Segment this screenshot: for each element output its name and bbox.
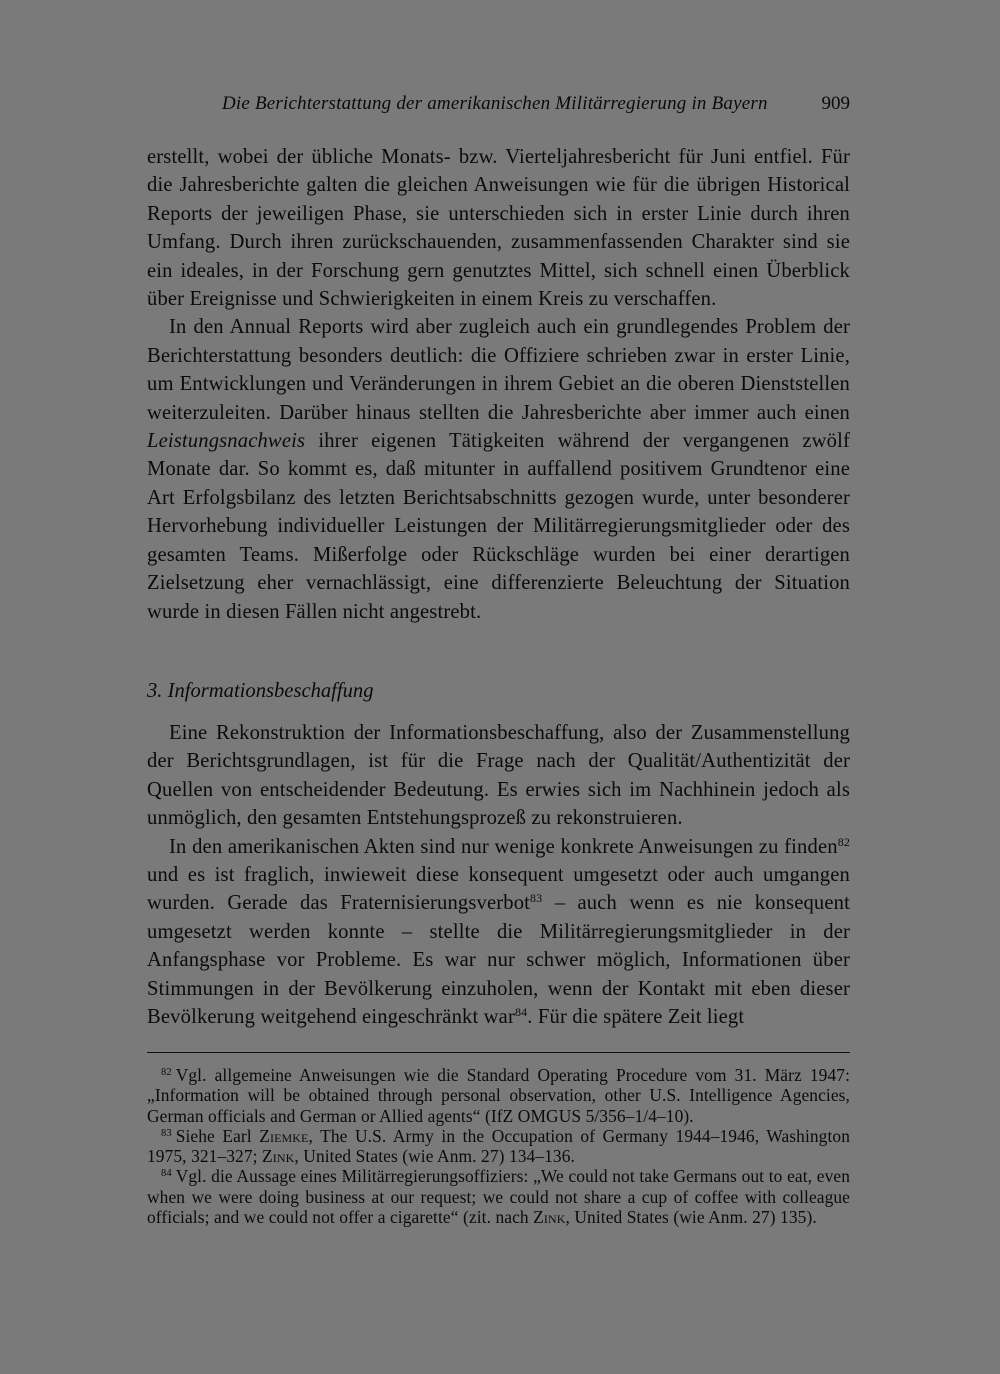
footnote-text: , United States (wie Anm. 27) 134–136.: [294, 1146, 575, 1167]
footnote-83: [147, 1126, 850, 1167]
running-title: Die Berichterstattung der amerikanischen Militärregierung in Bayern: [222, 93, 768, 114]
footnote-text: Vgl. allgemeine Anweisungen wie die Standard Operating Procedure vom 31. März 1947: „Information will be obtained through personal observation, other U.S. Intelligence Agencies, German officials and German or Allied agents“ (IfZ OMGUS 5/356–1/4–10).: [147, 1065, 850, 1126]
paragraph-text: In den Annual Reports wird aber zugleich auch ein grundlegendes Problem der Berichterstattung besonders deutlich: die Offiziere schrieben zwar in erster Linie, um Entwicklungen und Veränderungen in ihrem Gebiet an die oberen Dienststellen weiterzuleiten. Darüber hinaus stellten die Jahresberichte aber immer auch einen: [147, 316, 850, 424]
emphasis-leistungsnachweis: Leistungsnachweis: [147, 430, 306, 453]
paragraph-text: und es ist fraglich, inwieweit diese konsequent umgesetzt oder auch umgangen wurden. Gerade das Fraternisierungsverbot: [147, 864, 850, 915]
paragraph-text: In den amerikanischen Akten sind nur wenige konkrete Anweisungen zu finden: [169, 835, 838, 858]
body-text-section-1: [147, 143, 850, 626]
footnote-reference-84[interactable]: 84: [514, 1005, 528, 1020]
footnote-text: , United States (wie Anm. 27) 135).: [565, 1207, 817, 1228]
author-name: Ziemke: [259, 1125, 309, 1146]
paragraph-text: ihrer eigenen Tätigkeiten während der vergangenen zwölf Monate dar. So kommt es, daß mitunter in auffallend positivem Grundtenor eine Art Erfolgsbilanz des letzten Berichtsabschnitts gezogen wurde, unter besonderer Hervorhebung individueller Leistungen der Militärregierungsmitglieder oder des gesamten Teams. Mißerfolge oder Rückschläge wurden bei einer derartigen Zielsetzung eher vernachlässigt, eine differenzierte Beleuchtung der Situation wurde in diesen Fällen nicht angestrebt.: [147, 430, 850, 623]
footnote-number: 82: [161, 1067, 172, 1078]
body-text-section-2: [147, 719, 850, 1031]
section-heading: 3. Informationsbeschaffung: [147, 680, 374, 702]
page-number: 909: [821, 93, 850, 114]
paragraph-text: – auch wenn es nie konsequent umgesetzt werden konnte – stellte die Militärregierungsmitglieder in der Anfangsphase vor Probleme. Es war nur schwer möglich, Informationen über Stimmungen in der Bevölkerung einzuholen, wenn der Kontakt mit eben dieser Bevölkerung weitgehend eingeschränkt war: [147, 892, 850, 1029]
paragraph-rekonstruktion: Eine Rekonstruktion der Informationsbeschaffung, also der Zusammenstellung der Berichtsgrundlagen, ist für die Frage nach der Qualität/Authentizität der Quellen von entscheidender Bedeutung. Es erwies sich im Nachhinein jedoch als unmöglich, den gesamten Entstehungsprozeß zu rekonstruieren.: [147, 722, 850, 830]
footnote-reference-82[interactable]: 82: [837, 834, 850, 849]
running-head: [222, 93, 850, 119]
footnote-reference-83[interactable]: 83: [530, 891, 543, 906]
paragraph-annual-reports: [147, 313, 850, 625]
footnotes: [147, 1065, 850, 1227]
footnote-number: 83: [161, 1127, 172, 1139]
footnote-text: , The U.S. Army in the Occupation of Germany 1944–1946, Washington 1975, 321–327;: [147, 1125, 851, 1167]
paragraph-amerikanische-akten: [147, 833, 850, 1032]
footnote-number: 84: [161, 1168, 172, 1180]
footnote-82: [147, 1065, 850, 1126]
author-name: Zink: [533, 1207, 566, 1228]
footnote-text: Vgl. die Aussage eines Militärregierungsoffiziers: „We could not take Germans out to eat, even when we were doing business at our request; we could not share a cup of coffee with colleague officials; and we could not offer a cigarette“ (zit. nach: [147, 1166, 850, 1228]
author-name: Zink: [262, 1146, 295, 1167]
footnote-divider: [147, 1052, 850, 1053]
footnote-84: [147, 1166, 850, 1227]
paragraph-text: . Für die spätere Zeit liegt: [527, 1006, 745, 1029]
paragraph-continuation: erstellt, wobei der übliche Monats- bzw. Vierteljahresbericht für Juni entfiel. Für die Jahresberichte galten die gleichen Anweisungen wie für die übrigen Historical Reports der jeweiligen Phase, sie unterschieden sich in erster Linie durch ihren Umfang. Durch ihren zurückschauenden, zusammenfassenden Charakter sind sie ein ideales, in der Forschung gern genutztes Mittel, sich schnell einen Überblick über Ereignisse und Schwierigkeiten in einem Kreis zu verschaffen.: [147, 146, 850, 311]
footnote-text: Siehe Earl: [175, 1125, 260, 1146]
